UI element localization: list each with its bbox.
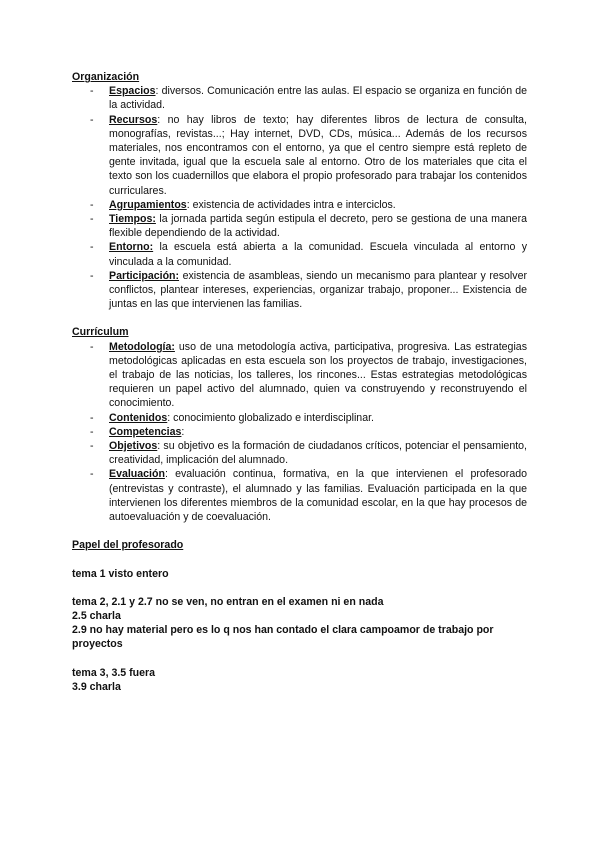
list-item [72, 439, 527, 467]
document-page [72, 70, 527, 694]
spacer [72, 652, 527, 666]
term-tiempos: Tiempos: [109, 213, 156, 226]
note-line: tema 3, 3.5 fuera [72, 666, 156, 679]
term-separator: : [186, 198, 190, 211]
spacer [72, 524, 527, 538]
list-item [72, 269, 527, 312]
spacer [72, 311, 527, 325]
term-competencias: Competencias [109, 425, 182, 438]
item-text: su objetivo es la formación de ciudadanos críticos, potenciar el pensamiento, creatividad, implicación del alumnado. [109, 440, 527, 467]
item-text: la jornada partida según estipula el decreto, pero se gestiona de una manera flexible dependiendo de la actividad. [109, 213, 527, 240]
item-text: uso de una metodología activa, participativa, progresiva. Las estrategias metodológicas aplicadas en esta escuela son los proyectos de trabajo, investigaciones, el trabajo de las noticias, los talleres, los rincones... Estas estrategias metodológicas requieren un papel activo del alumnado, quien va construyendo y reconstruyendo el conocimiento. [109, 340, 527, 410]
list-item [72, 467, 527, 524]
item-text: evaluación continua, formativa, en la que intervienen el profesorado (entrevistas y contraste), el alumnado y las familias. Evaluación participada en la que intervienen los diferentes miembros de la comunidad escolar, en la que hay procesos de autoevaluación y de coevaluación. [109, 468, 527, 524]
item-text: existencia de actividades intra e interciclos. [189, 198, 396, 211]
spacer [72, 553, 527, 567]
section-title-organizacion: Organización [72, 71, 140, 83]
term-separator: : [164, 468, 168, 481]
list-item [72, 198, 527, 212]
term-metodologia: Metodología: [109, 340, 175, 353]
term-separator: : [181, 425, 185, 438]
term-objetivos: Objetivos [109, 440, 158, 453]
item-text: la escuela está abierta a la comunidad. Escuela vinculada al entorno y vinculada a la comunidad. [109, 241, 527, 268]
term-evaluacion: Evaluación [109, 468, 165, 481]
note-line: tema 1 visto entero [72, 567, 169, 580]
list-item [72, 212, 527, 240]
term-recursos: Recursos [109, 113, 158, 126]
section-title-papel: Papel del profesorado [72, 539, 184, 552]
term-entorno: Entorno: [109, 241, 154, 254]
term-separator: : [157, 113, 161, 126]
note-line: tema 2, 2.1 y 2.7 no se ven, no entran en el examen ni en nada [72, 595, 384, 608]
list-item [72, 425, 527, 439]
list-item [72, 113, 527, 198]
item-text: existencia de asambleas, siendo un mecanismo para plantear y resolver conflictos, plantear intereses, experiencias, organizar trabajo, proponer... Existencia de juntas en las que intervienen las familias. [109, 269, 527, 311]
section-title-curriculum: Currículum [72, 326, 129, 339]
list-item [72, 340, 527, 411]
note-line: 2.9 no hay material pero es lo q nos han contado el clara campoamor de trabajo por proyectos [72, 624, 494, 651]
item-text: diversos. Comunicación entre las aulas. El espacio se organiza en función de la actividad. [109, 85, 527, 112]
term-separator: : [167, 411, 171, 424]
term-espacios: Espacios [109, 85, 156, 98]
curriculum-list [72, 340, 527, 525]
term-participacion: Participación: [109, 269, 180, 282]
list-item [72, 240, 527, 268]
term-agrupamientos: Agrupamientos [109, 198, 187, 211]
item-text: conocimiento globalizado e interdisciplinar. [170, 411, 374, 424]
note-line: 3.9 charla [72, 680, 121, 693]
spacer [72, 581, 527, 595]
list-item [72, 84, 527, 112]
note-line: 2.5 charla [72, 609, 121, 622]
item-text: no hay libros de texto; hay diferentes libros de lectura de consulta, monografías, revistas...; Hay internet, DVD, CDs, música... Además de los recursos materiales, nos encontramos con el entorno, ya que el centro siempre está repleto de gente invitada, igual que la escuela sale al entorno. Otro de los materiales que cita el texto son los cuadernillos que elabora el propio profesorado para trabajar los contenidos curriculares. [109, 113, 527, 197]
list-item [72, 411, 527, 425]
term-separator: : [157, 440, 161, 453]
term-separator: : [155, 85, 159, 98]
term-contenidos: Contenidos [109, 411, 168, 424]
organizacion-list [72, 84, 527, 311]
